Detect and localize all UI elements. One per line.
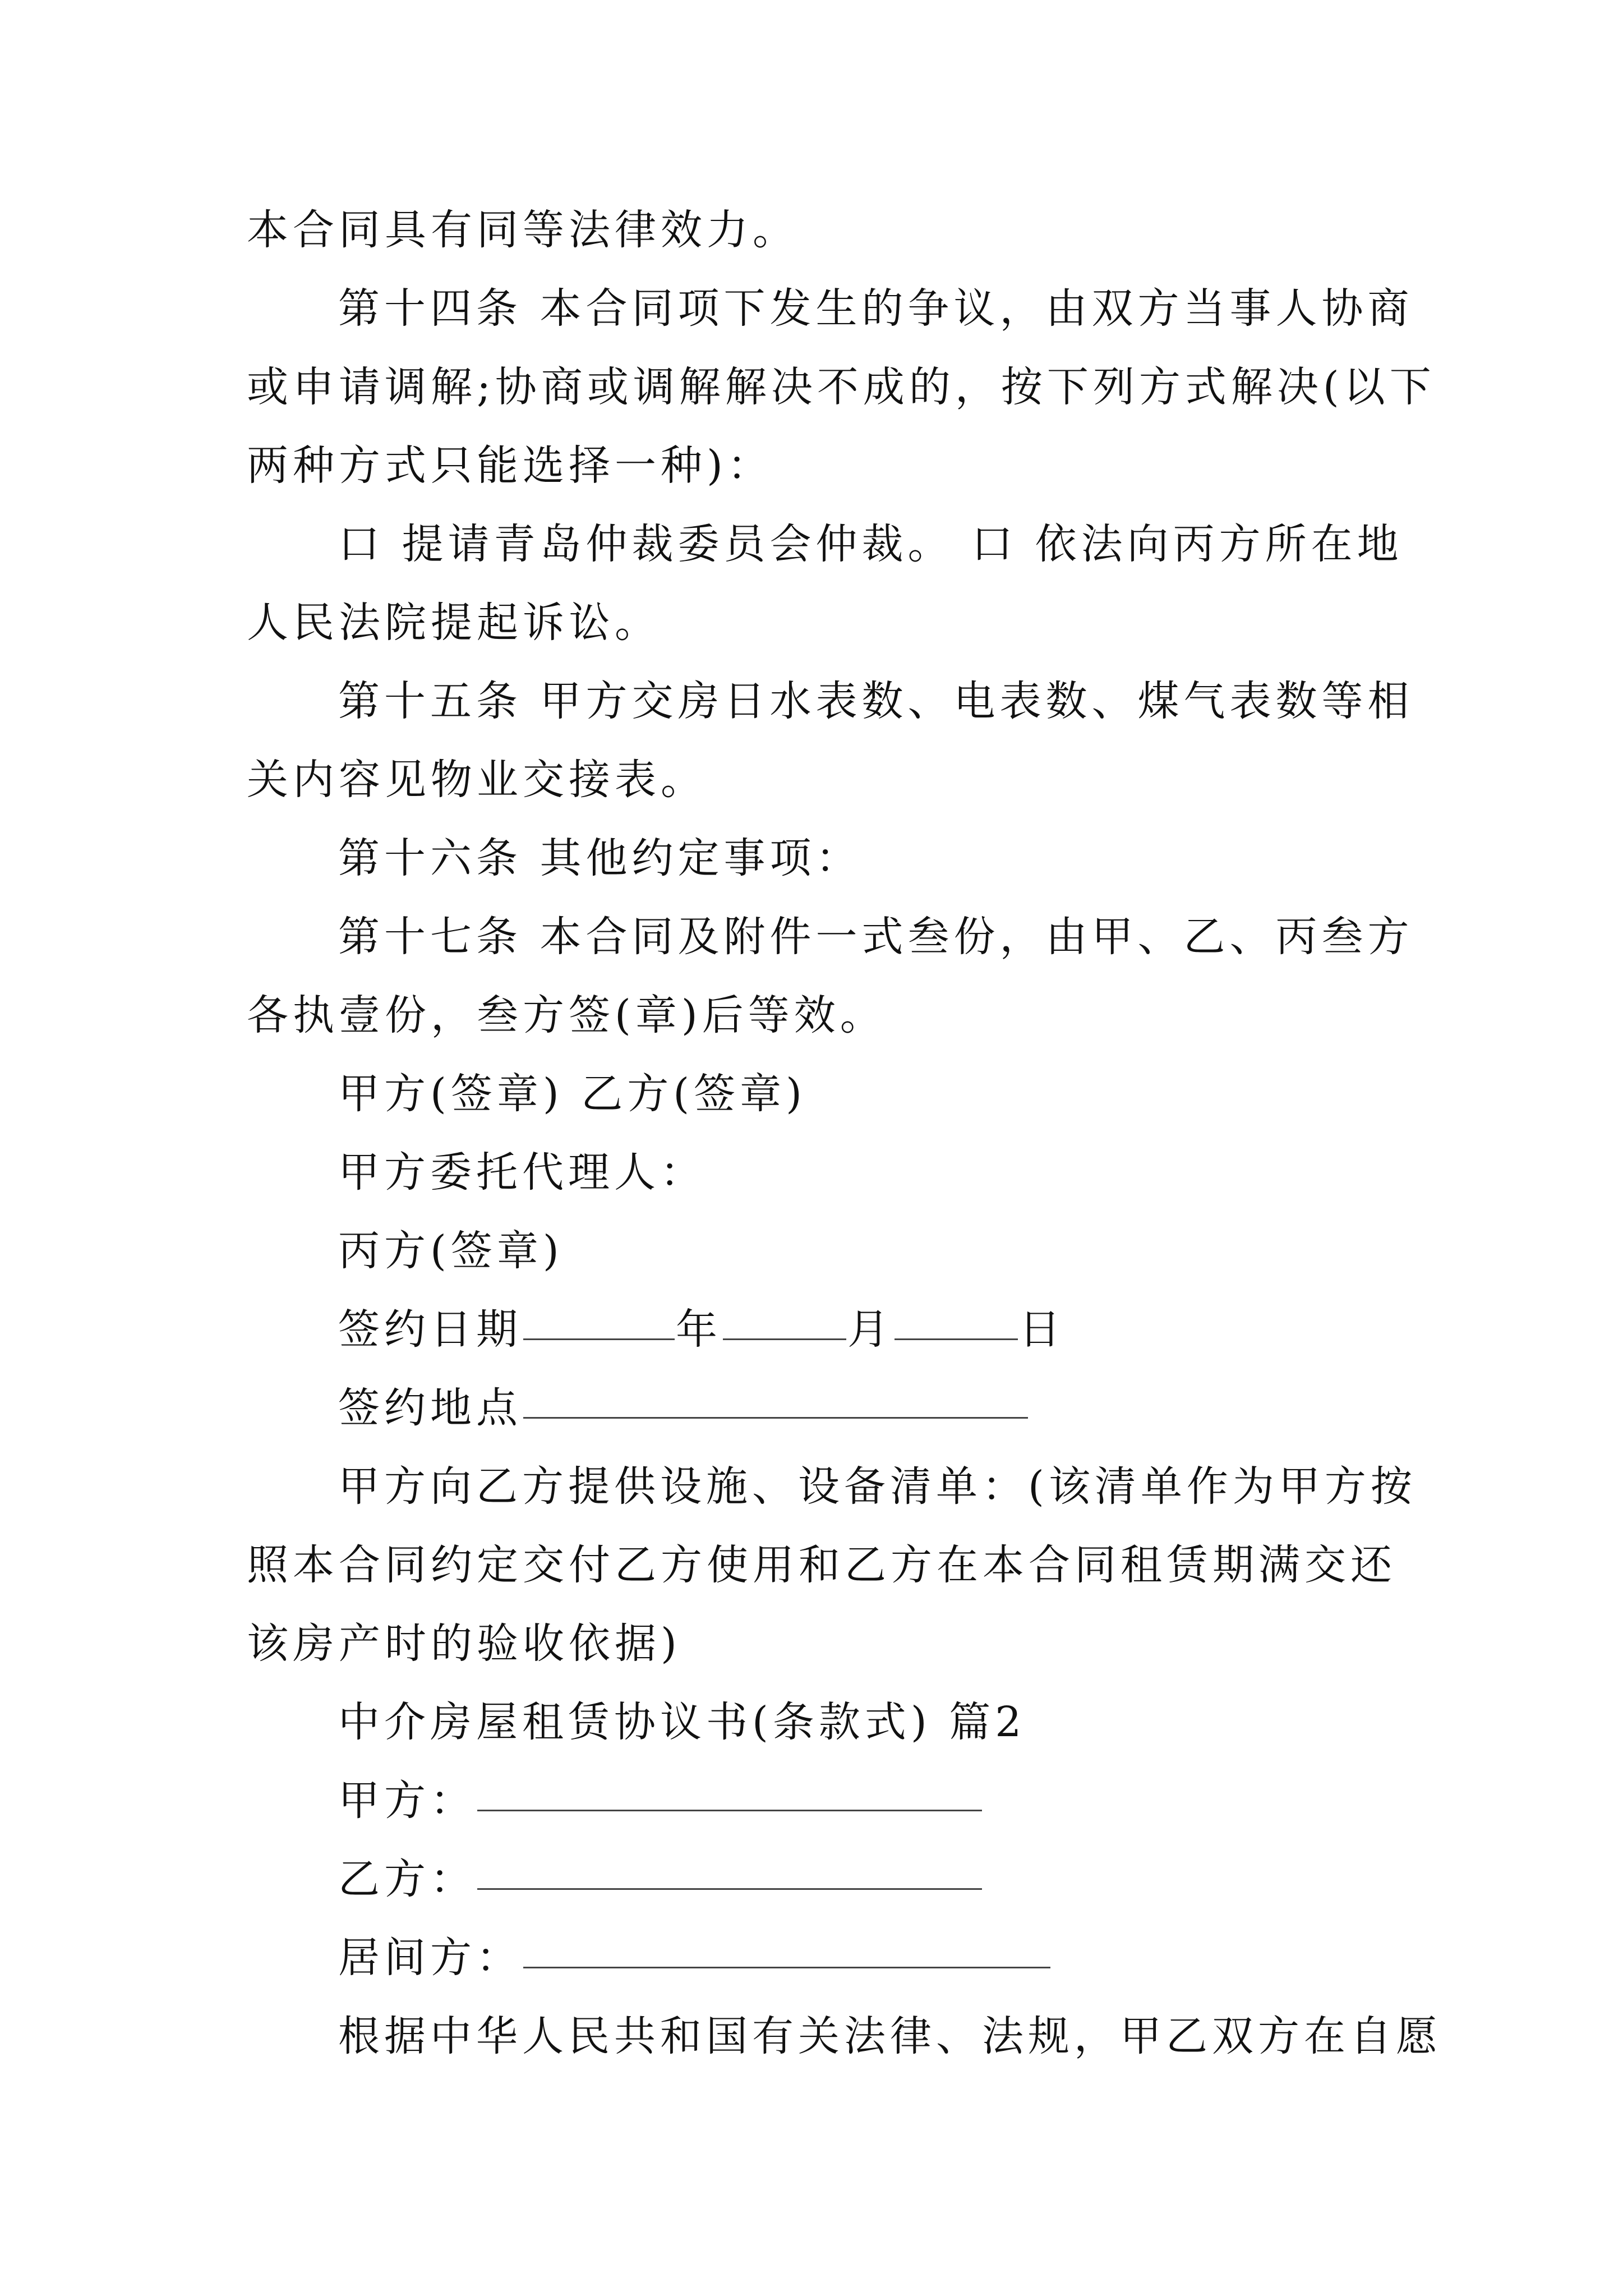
party-a-label: 甲方： — [338, 1777, 476, 1825]
article-15-line-1: 第十五条 甲方交房日水表数、电表数、煤气表数等相 — [338, 677, 1414, 725]
intermediary-line — [338, 1930, 1052, 1986]
article-15-line-2: 关内容见物业交接表。 — [247, 756, 707, 804]
party-a-blank — [477, 1810, 982, 1811]
signing-place-label: 签约地点 — [338, 1384, 522, 1432]
section-title: 中介房屋租赁协议书(条款式) 篇2 — [338, 1698, 1026, 1746]
day-blank — [895, 1338, 1018, 1340]
year-blank — [523, 1338, 675, 1340]
party-a-agent-line: 甲方委托代理人： — [338, 1148, 706, 1197]
article-14-line-3: 两种方式只能选择一种)： — [247, 441, 773, 490]
dispute-options-line-1: 口 提请青岛仲裁委员会仲裁。 口 依法向丙方所在地 — [338, 520, 1403, 568]
party-b-blank — [477, 1888, 982, 1890]
party-b-label: 乙方： — [338, 1855, 476, 1903]
party-a-line — [338, 1773, 983, 1829]
equipment-list-line-2: 照本合同约定交付乙方使用和乙方在本合同租赁期满交还 — [247, 1541, 1396, 1589]
intermediary-label: 居间方： — [338, 1934, 522, 1982]
article-17-line-1: 第十七条 本合同及附件一式叁份，由甲、乙、丙叁方 — [338, 913, 1414, 961]
equipment-list-line-3: 该房产时的验收依据) — [247, 1619, 681, 1668]
intermediary-blank — [523, 1967, 1050, 1968]
signing-date-label: 签约日期 — [338, 1305, 522, 1354]
agreement-intro-line: 根据中华人民共和国有关法律、法规，甲乙双方在自愿 — [338, 2012, 1442, 2060]
article-16-line: 第十六条 其他约定事项： — [338, 834, 862, 882]
signature-party-a-b: 甲方(签章) 乙方(签章) — [338, 1070, 807, 1118]
year-label: 年 — [676, 1305, 722, 1354]
paragraph-line: 本合同具有同等法律效力。 — [247, 206, 799, 254]
signing-date-line — [338, 1301, 1065, 1358]
month-label: 月 — [847, 1305, 893, 1354]
signing-place-blank — [523, 1417, 1028, 1419]
party-b-line — [338, 1851, 983, 1907]
article-17-line-2: 各执壹份，叁方签(章)后等效。 — [247, 991, 886, 1039]
article-14-line-1: 第十四条 本合同项下发生的争议，由双方当事人协商 — [338, 284, 1414, 333]
article-14-line-2: 或申请调解;协商或调解解决不成的，按下列方式解决(以下 — [247, 363, 1436, 411]
month-blank — [723, 1338, 846, 1340]
day-label: 日 — [1019, 1305, 1065, 1354]
equipment-list-line-1: 甲方向乙方提供设施、设备清单：(该清单作为甲方按 — [338, 1462, 1417, 1511]
signing-place-line — [338, 1380, 1029, 1436]
signature-party-c: 丙方(签章) — [338, 1227, 564, 1275]
dispute-options-line-2: 人民法院提起诉讼。 — [247, 599, 661, 647]
